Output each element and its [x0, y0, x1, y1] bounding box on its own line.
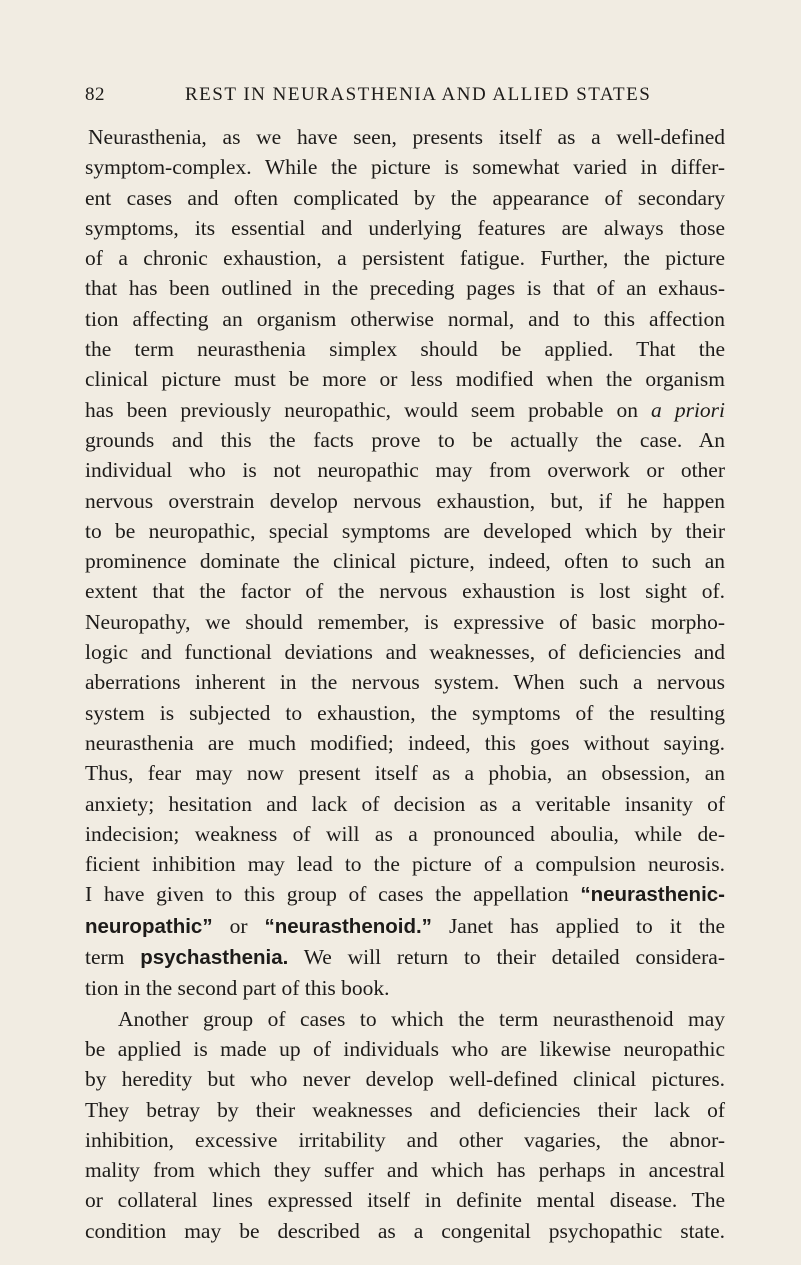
text-run: We will return to their detailed considera- — [288, 945, 725, 970]
text-line: tion affecting an organism otherwise normal, and to this affection — [85, 306, 725, 331]
text-run: term — [85, 945, 141, 970]
text-line: symptom-complex. While the picture is somewhat varied in differ- — [85, 155, 725, 180]
text-line: ent cases and often complicated by the appearance of secondary — [85, 185, 725, 210]
italic-phrase: a priori — [651, 397, 726, 422]
text-line: Neurasthenia, as we have seen, presents itself as a well-defined — [88, 125, 725, 149]
text-run: has been previously neuropathic, would seem probable on — [85, 397, 652, 422]
text-line: to be neuropathic, special symptoms are developed which by their — [85, 518, 725, 543]
text-line: Another group of cases to which the term neurasthenoid may — [118, 1006, 725, 1031]
text-run: Janet has applied to it the — [431, 913, 725, 938]
text-line: anxiety; hesitation and lack of decision as a veritable insanity of — [85, 791, 725, 816]
text-line: by heredity but who never develop well-defined clinical pictures. — [85, 1067, 725, 1092]
text-line — [85, 395, 725, 425]
text-line: grounds and this the facts prove to be actually the case. An — [85, 427, 725, 452]
text-line: of a chronic exhaustion, a persistent fatigue. Further, the picture — [85, 246, 725, 271]
running-head — [85, 84, 713, 110]
text-line — [85, 879, 725, 910]
text-line: clinical picture must be more or less modified when the organism — [85, 367, 725, 392]
text-line: that has been outlined in the preceding pages is that of an exhaus- — [85, 276, 725, 301]
bold-term: “neurasthenoid.” — [264, 914, 432, 938]
text-line: individual who is not neuropathic may from overwork or other — [85, 458, 725, 483]
text-line: symptoms, its essential and underlying features are always those — [85, 215, 725, 240]
text-line: They betray by their weaknesses and deficiencies their lack of — [85, 1097, 725, 1122]
text-line — [85, 942, 725, 973]
text-run: I have given to this group of cases the appellation — [85, 882, 581, 907]
text-line: mality from which they suffer and which has perhaps in ancestral — [85, 1158, 725, 1183]
text-line: the term neurasthenia simplex should be applied. That the — [85, 337, 725, 362]
text-line: extent that the factor of the nervous exhaustion is lost sight of. — [85, 579, 725, 604]
bold-term: “neurasthenic- — [580, 883, 725, 907]
text-line: condition may be described as a congenital psychopathic state. — [85, 1218, 725, 1243]
text-line: indecision; weakness of will as a pronounced aboulia, while de- — [85, 821, 725, 846]
text-line: inhibition, excessive irritability and other vagaries, the abnor- — [85, 1127, 725, 1152]
text-line: tion in the second part of this book. — [85, 976, 390, 1001]
text-run: or — [212, 913, 265, 938]
text-line: neurasthenia are much modified; indeed, this goes without saying. — [85, 730, 725, 755]
text-line: logic and functional deviations and weaknesses, of deficiencies and — [85, 640, 725, 665]
body-text — [85, 122, 725, 1246]
text-line: or collateral lines expressed itself in definite mental disease. The — [85, 1188, 725, 1213]
bold-term: neuropathic” — [85, 914, 213, 938]
running-title: REST IN NEURASTHENIA AND ALLIED STATES — [185, 84, 652, 105]
text-line: prominence dominate the clinical picture, indeed, often to such an — [85, 549, 725, 574]
text-line: system is subjected to exhaustion, the symptoms of the resulting — [85, 700, 725, 725]
text-line: nervous overstrain develop nervous exhaustion, but, if he happen — [85, 488, 725, 513]
text-line: aberrations inherent in the nervous system. When such a nervous — [85, 670, 725, 695]
text-line: Neuropathy, we should remember, is expressive of basic morpho- — [85, 609, 725, 634]
text-line: be applied is made up of individuals who are likewise neuropathic — [85, 1036, 725, 1061]
text-line: Thus, fear may now present itself as a phobia, an obsession, an — [85, 761, 725, 786]
text-line — [85, 911, 725, 942]
text-line: ficient inhibition may lead to the picture of a compulsion neurosis. — [85, 852, 725, 877]
bold-term: psychasthenia. — [140, 946, 289, 970]
page-number: 82 — [85, 84, 105, 105]
